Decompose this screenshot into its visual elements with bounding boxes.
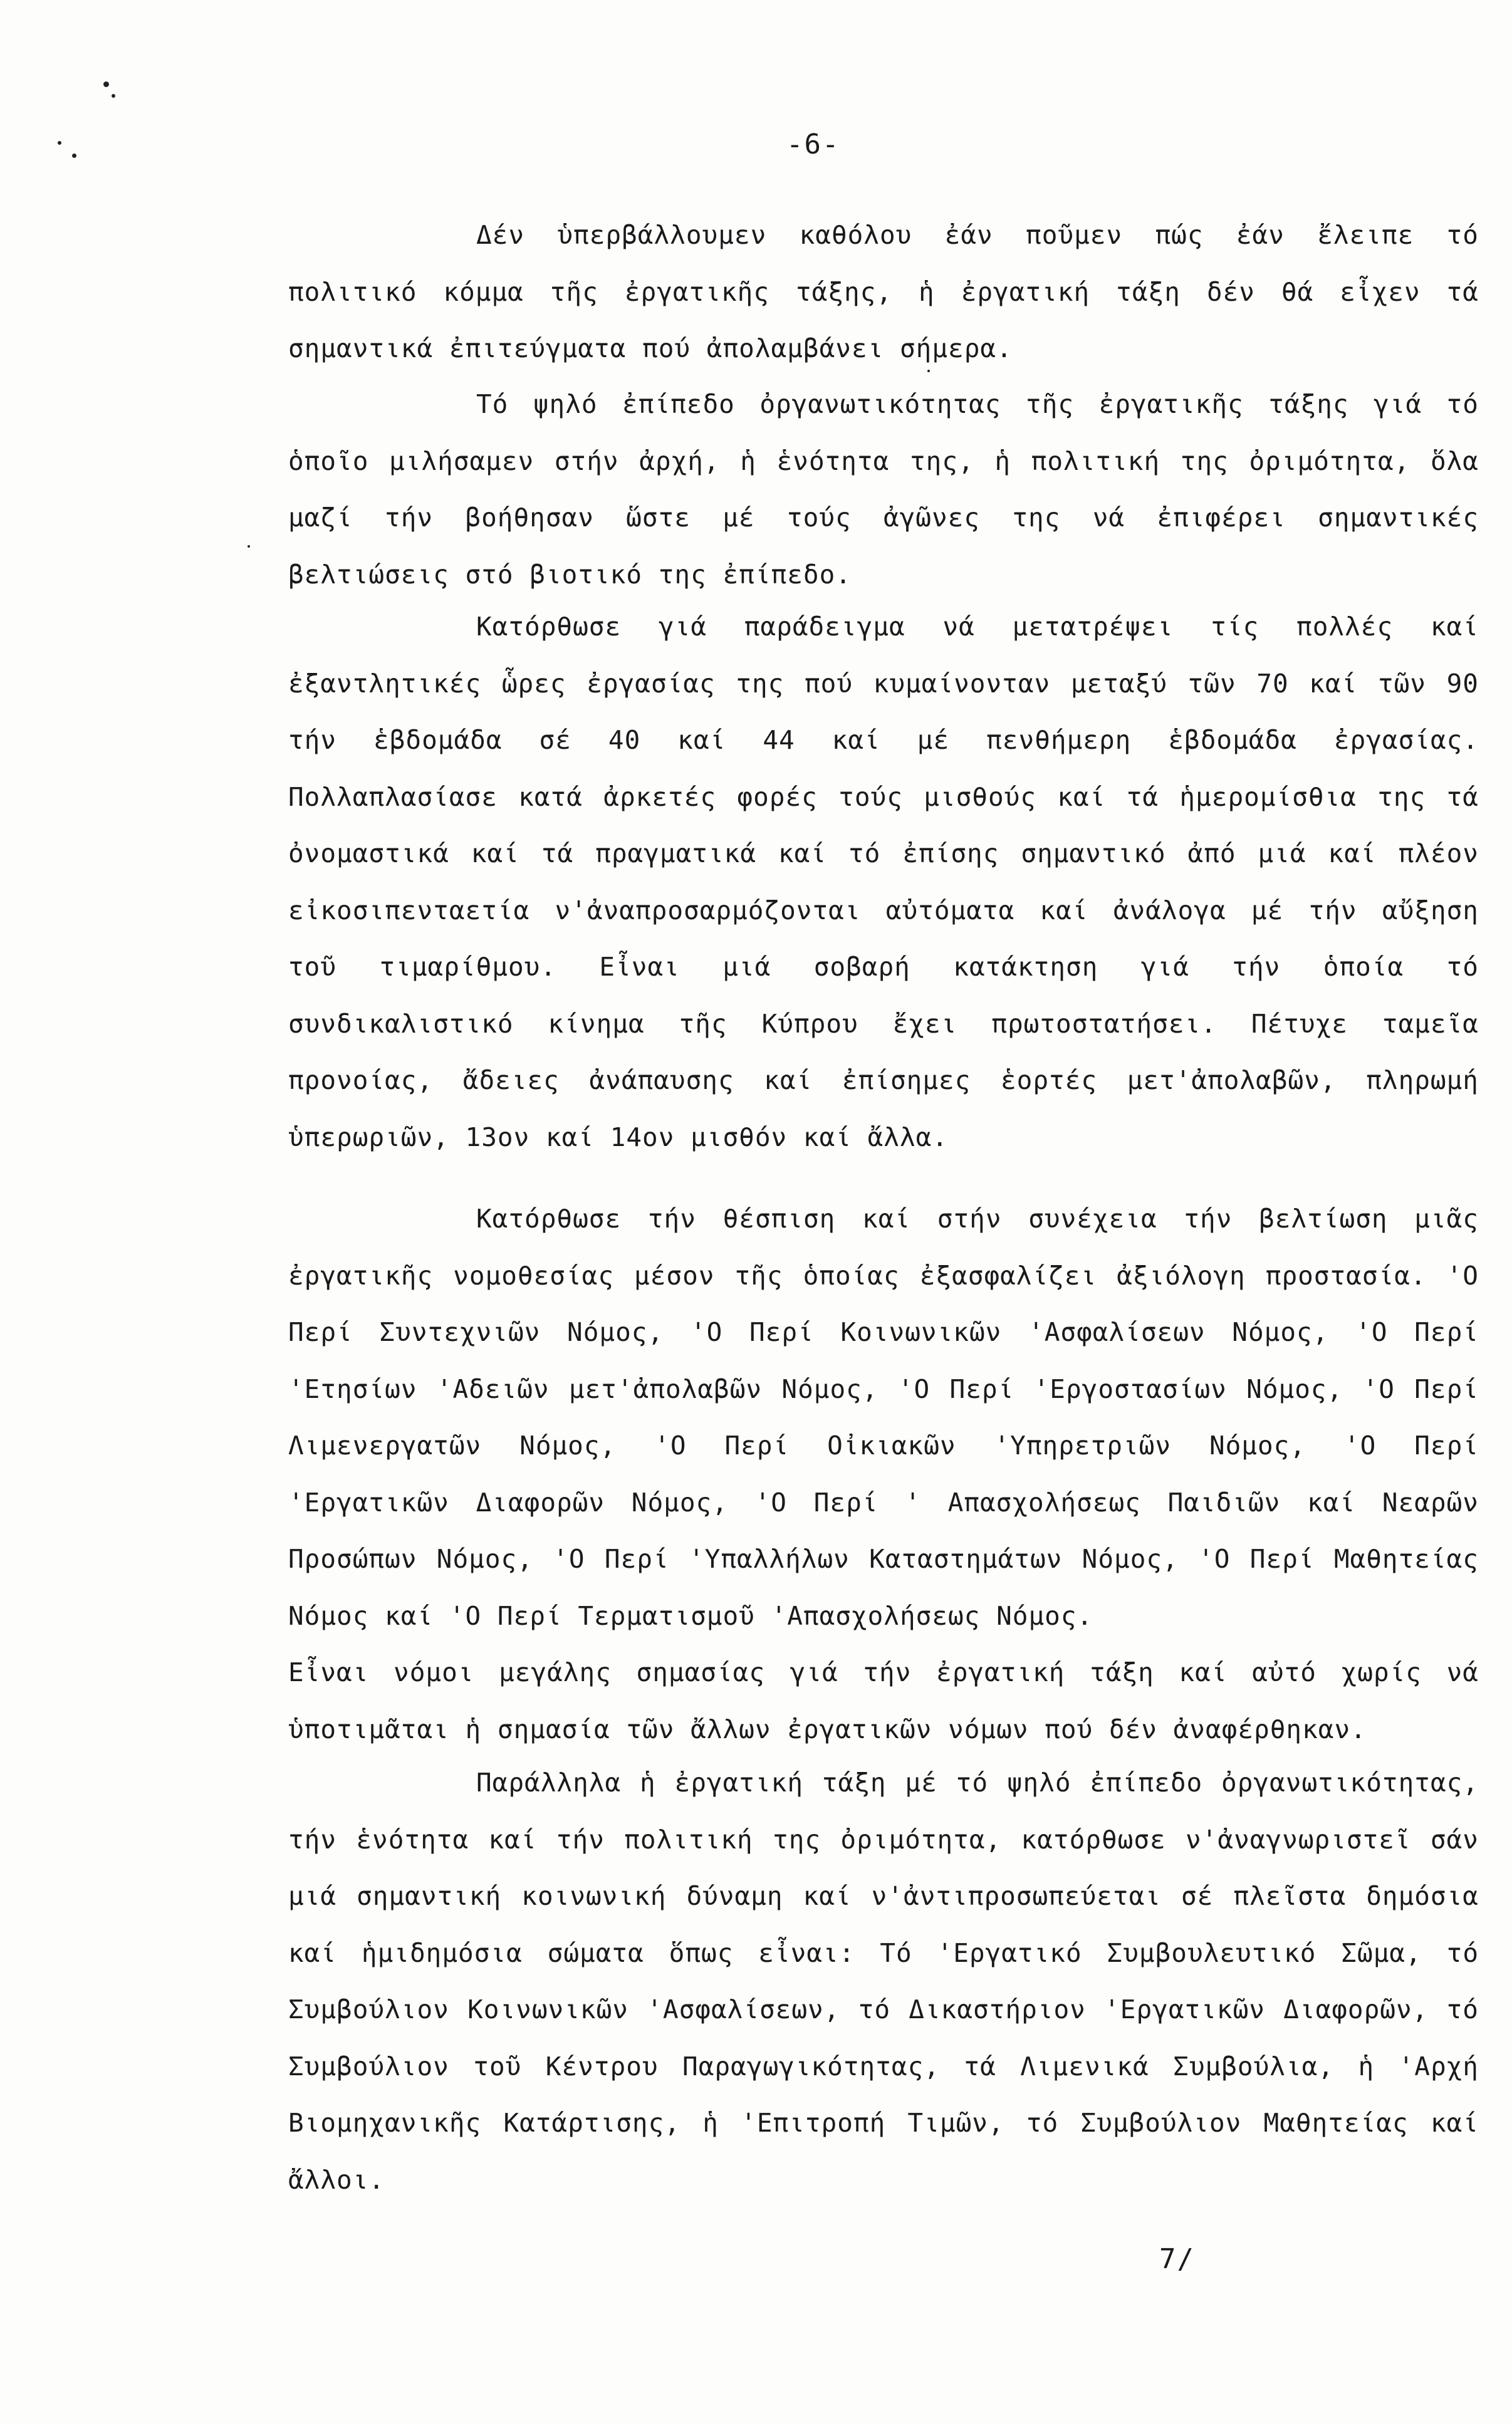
paragraph-1-text: Δέν ὑπερβάλλουμεν καθόλου ἐάν ποῦμεν πώς ἐάν ἔλειπε τό πολιτικό κόμμα τῆς ἐργατικῆς τάξης, ἡ ἐργατική τάξη δέν θά εἶχεν τά σημαντικά ἐπιτεύγματα πού ἀπολαμβάνει σήμερα. [288,220,1479,363]
paragraph-5 [288,1754,1479,2208]
paragraph-1 [288,207,1479,377]
page-number: -6- [786,128,840,160]
paragraph-2 [288,376,1479,603]
paragraph-2-text: Τό ψηλό ἐπίπεδο ὀργανωτικότητας τῆς ἐργατικῆς τάξης γιά τό ὁποῖο μιλήσαμεν στήν ἀρχή, ἡ ἑνότητα της, ἡ πολιτική της ὀριμότητα, ὅλα μαζί τήν βοήθησαν ὥστε μέ τούς ἀγῶνες της νά ἐπιφέρει σημαντικές βελτιώσεις στό βιοτικό της ἐπίπεδο. [288,389,1479,590]
continuation-marker: 7/ [1159,2243,1195,2275]
paragraph-4-tail: Εἶναι νόμοι μεγάλης σημασίας γιά τήν ἐργατική τάξη καί αὐτό χωρίς νά ὑποτιμᾶται ἡ σημασία τῶν ἄλλων ἐργατικῶν νόμων πού δέν ἀναφέρθηκαν. [288,1657,1479,1744]
paragraph-3 [288,598,1479,1165]
paragraph-4-main: Κατόρθωσε τήν θέσπιση καί στήν συνέχεια τήν βελτίωση μιᾶς ἐργατικῆς νομοθεσίας μέσον τῆς ὁποίας ἐξασφαλίζει ἀξιόλογη προστασία. 'Ο Περί Συντεχνιῶν Νόμος, 'Ο Περί Κοινωνικῶν 'Ασφαλίσεων Νόμος, 'Ο Περί 'Ετησίων 'Αδειῶν μετ'ἀπολαβῶν Νόμος, 'Ο Περί 'Εργοστασίων Νόμος, 'Ο Περί Λιμενεργατῶν Νόμος, 'Ο Περί Οἰκιακῶν 'Υπηρετριῶν Νόμος, 'Ο Περί 'Εργατικῶν Διαφορῶν Νόμος, 'Ο Περί ' Απασχολήσεως Παιδιῶν καί Νεαρῶν Προσώπων Νόμος, 'Ο Περί 'Υπαλλήλων Καταστημάτων Νόμος, 'Ο Περί Μαθητείας Νόμος καί 'Ο Περί Τερματισμοῦ 'Απασχολήσεως Νόμος. [288,1204,1479,1631]
paragraph-5-text: Παράλληλα ἡ ἐργατική τάξη μέ τό ψηλό ἐπίπεδο ὀργανωτικότητας, τήν ἑνότητα καί τήν πολιτική της ὀριμότητα, κατόρθωσε ν'ἀναγνωριστεῖ σάν μιά σημαντική κοινωνική δύναμη καί ν'ἀντιπροσωπεύεται σέ πλεῖστα δημόσια καί ἡμιδημόσια σώματα ὅπως εἶναι: Τό 'Εργατικό Συμβουλευτικό Σῶμα, τό Συμβούλιον Κοινωνικῶν 'Ασφαλίσεων, τό Δικαστήριον 'Εργατικῶν Διαφορῶν, τό Συμβούλιον τοῦ Κέντρου Παραγωγικότητας, τά Λιμενικά Συμβούλια, ἡ 'Αρχή Βιομηχανικῆς Κατάρτισης, ἡ 'Επιτροπή Τιμῶν, τό Συμβούλιον Μαθητείας καί ἄλλοι. [288,1768,1479,2195]
paragraph-3-text: Κατόρθωσε γιά παράδειγμα νά μετατρέψει τίς πολλές καί ἐξαντλητικές ὧρες ἐργασίας της πού κυμαίνονταν μεταξύ τῶν 70 καί τῶν 90 τήν ἑβδομάδα σέ 40 καί 44 καί μέ πενθήμερη ἑβδομάδα ἐργασίας. Πολλαπλασίασε κατά ἀρκετές φορές τούς μισθούς καί τά ἡμερομίσθια της τά ὀνομαστικά καί τά πραγματικά καί τό ἐπίσης σημαντικό ἀπό μιά καί πλέον εἰκοσιπενταετία ν'ἀναπροσαρμόζονται αὐτόματα καί ἀνάλογα μέ τήν αὔξηση τοῦ τιμαρίθμου. Εἶναι μιά σοβαρή κατάκτηση γιά τήν ὁποία τό συνδικαλιστικό κίνημα τῆς Κύπρου ἔχει πρωτοστατήσει. Πέτυχε ταμεῖα προνοίας, ἄδειες ἀνάπαυσης καί ἐπίσημες ἑορτές μετ'ἀπολαβῶν, πληρωμή ὑπερωριῶν, 13ον καί 14ον μισθόν καί ἄλλα. [288,612,1479,1152]
paragraph-4 [288,1191,1479,1758]
